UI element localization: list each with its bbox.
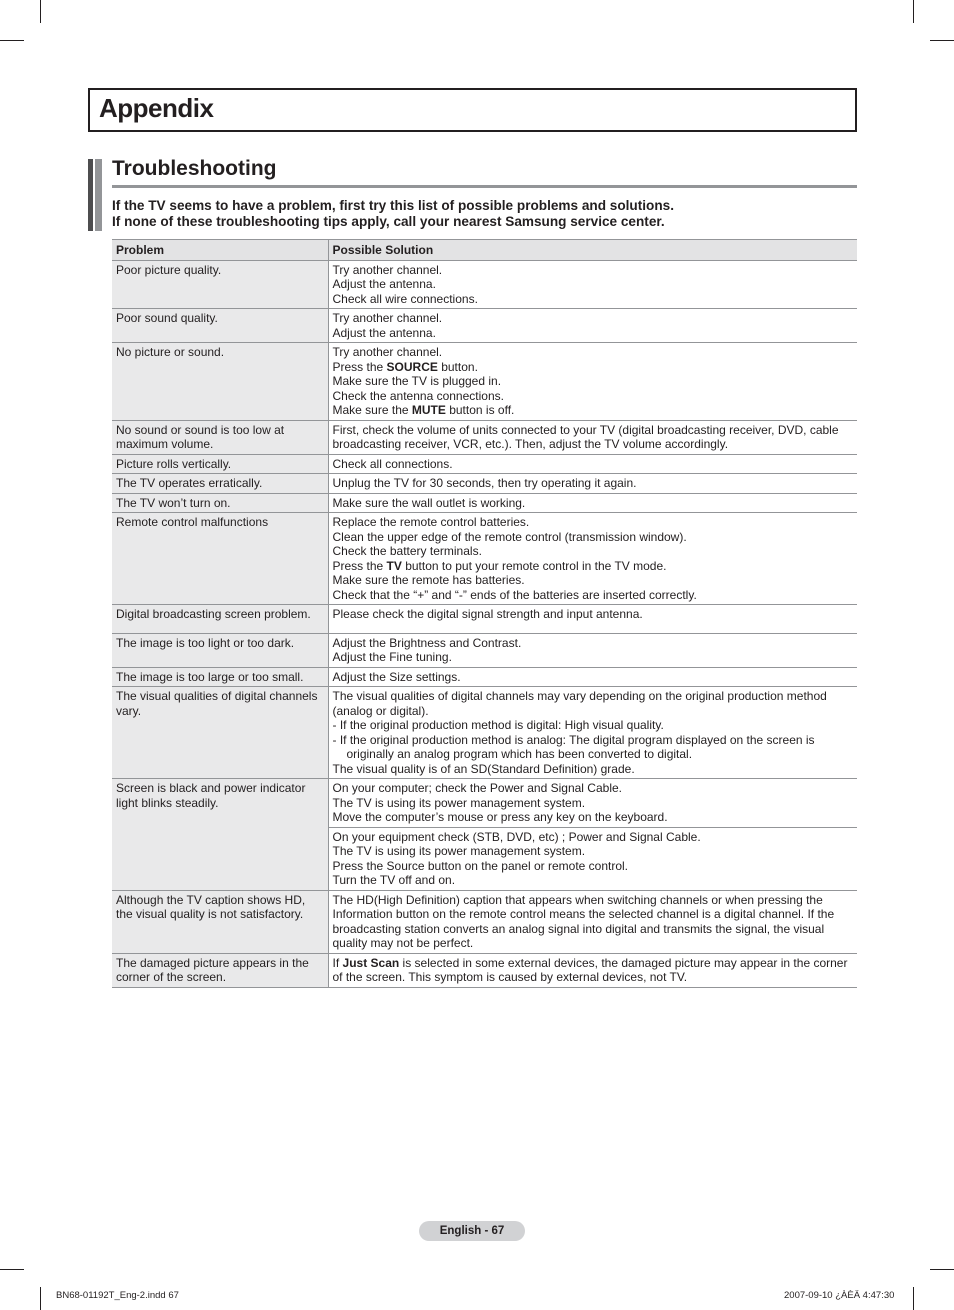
solution-text: button to put your remote control in the TV mode.: [401, 558, 667, 573]
table-row: [112, 687, 857, 779]
solution-text: button.: [437, 359, 478, 374]
table-row: [112, 953, 857, 987]
solution-cell: [328, 309, 857, 343]
table-header-row: [112, 240, 857, 261]
solution-line: [333, 956, 854, 985]
solution-line: Try another channel.: [332, 262, 443, 277]
section-divider: [112, 185, 857, 188]
problem-cell: Although the TV caption shows HD, the visual quality is not satisfactory.: [112, 890, 328, 953]
table-row: [112, 474, 857, 494]
solution-line: - If the original production method is analog: The digital program displayed on the screen is originally an analog program which has been converted to digital.: [332, 732, 815, 761]
crop-mark: [0, 40, 24, 41]
table-row: [112, 890, 857, 953]
crop-mark: [913, 1287, 914, 1310]
page-number: English - 67: [419, 1221, 525, 1241]
solution-line: Replace the remote control batteries.: [332, 515, 530, 529]
solution-cell: [328, 420, 857, 454]
solution-cell: [328, 474, 857, 494]
solution-cell: [328, 513, 857, 605]
solution-cell: [328, 260, 857, 309]
table-row: [112, 309, 857, 343]
solution-line: [333, 559, 854, 574]
emphasis-text: TV: [386, 558, 402, 573]
solution-line: Check all wire connections.: [332, 291, 478, 306]
solution-line: Check the battery terminals.: [332, 544, 482, 558]
solution-line: Adjust the Fine tuning.: [332, 650, 452, 664]
crop-mark: [40, 1287, 41, 1310]
solution-line: On your equipment check (STB, DVD, etc) ; Power and Signal Cable.: [332, 829, 701, 844]
solution-cell: [328, 493, 857, 513]
table-row: [112, 779, 857, 828]
section-title: Troubleshooting: [112, 157, 277, 180]
intro-line: If none of these troubleshooting tips apply, call your nearest Samsung service center.: [112, 214, 665, 229]
problem-cell: No picture or sound.: [112, 343, 328, 421]
page-title: Appendix: [99, 93, 214, 123]
solution-line: Check all connections.: [332, 456, 453, 471]
emphasis-text: SOURCE: [386, 359, 438, 374]
footer-timestamp: 2007-09-10 ¿ÀÈÄ 4:47:30: [784, 1290, 895, 1301]
emphasis-text: Just Scan: [342, 955, 400, 970]
solution-line: The TV is using its power management system.: [332, 844, 586, 858]
problem-cell: Poor picture quality.: [112, 260, 328, 309]
solution-line: Check that the “+” and “-” ends of the batteries are inserted correctly.: [332, 587, 697, 602]
solution-line: The visual qualities of digital channels may vary depending on the original production method (analog or digital).: [332, 689, 827, 718]
solution-cell: [328, 667, 857, 687]
table-row: [112, 260, 857, 309]
solution-text: Press the: [332, 359, 387, 374]
column-header-solution: Possible Solution: [328, 240, 857, 261]
crop-mark: [913, 0, 914, 23]
solution-line: Adjust the antenna.: [332, 325, 436, 340]
solution-cell: [328, 779, 857, 828]
problem-cell: No sound or sound is too low at maximum volume.: [112, 420, 328, 454]
solution-line: Adjust the Size settings.: [332, 669, 461, 684]
problem-cell: The image is too large or too small.: [112, 667, 328, 687]
solution-line: The HD(High Definition) caption that appears when switching channels or when pressing the Information button on the remote control means the selected channel is a digital channel. If the broadcasting station converts an analog signal into digital and transmits the signal, the visual quality may not be perfect.: [332, 892, 835, 950]
table-row: [112, 513, 857, 605]
table-row: [112, 454, 857, 474]
solution-text: Make sure the: [332, 403, 412, 417]
column-header-problem: Problem: [112, 240, 328, 261]
solution-text: Press the: [332, 558, 387, 573]
solution-line: Try another channel.: [332, 345, 443, 359]
section-marker: [95, 159, 102, 231]
solution-line: [333, 360, 854, 375]
solution-line: On your computer; check the Power and Signal Cable.: [332, 781, 622, 795]
problem-cell: Poor sound quality.: [112, 309, 328, 343]
emphasis-text: MUTE: [411, 403, 446, 417]
table-row: [112, 605, 857, 634]
intro-text: [112, 198, 857, 230]
solution-line: [333, 403, 854, 418]
appendix-header: [88, 88, 857, 132]
solution-cell: [328, 343, 857, 421]
troubleshooting-table: [112, 239, 857, 988]
problem-cell: The TV won’t turn on.: [112, 493, 328, 513]
solution-text: button is off.: [445, 403, 515, 417]
section-marker: [88, 159, 93, 231]
solution-line: Please check the digital signal strength and input antenna.: [332, 607, 643, 621]
table-row: [112, 667, 857, 687]
problem-cell: Digital broadcasting screen problem.: [112, 605, 328, 634]
solution-line: Check the antenna connections.: [332, 388, 504, 403]
solution-line: Clean the upper edge of the remote control (transmission window).: [332, 529, 687, 544]
solution-line: Adjust the antenna.: [332, 277, 436, 291]
solution-line: Turn the TV off and on.: [332, 873, 456, 887]
crop-mark: [930, 1269, 954, 1270]
solution-line: The visual quality is of an SD(Standard Definition) grade.: [332, 761, 635, 776]
solution-text: is selected in some external devices, the damaged picture may appear in the corner of the screen. This symptom is caused by external devices, not TV.: [332, 955, 848, 984]
solution-line: First, check the volume of units connected to your TV (digital broadcasting receiver, DVD, cable broadcasting receiver, VCR, etc.). Then, adjust the TV volume accordingly.: [332, 422, 839, 451]
solution-line: Press the Source button on the panel or remote control.: [332, 858, 629, 873]
solution-cell: [328, 890, 857, 953]
solution-cell: [328, 687, 857, 779]
solution-line: The TV is using its power management system.: [332, 795, 586, 810]
problem-cell: The damaged picture appears in the corner of the screen.: [112, 953, 328, 987]
solution-line: - If the original production method is digital: High visual quality.: [332, 718, 664, 732]
solution-line: Adjust the Brightness and Contrast.: [332, 635, 522, 650]
table-row: [112, 343, 857, 421]
table-row: [112, 633, 857, 667]
problem-cell: Picture rolls vertically.: [112, 454, 328, 474]
crop-mark: [930, 40, 954, 41]
solution-line: Make sure the TV is plugged in.: [332, 374, 502, 388]
problem-cell: Remote control malfunctions: [112, 513, 328, 605]
crop-mark: [40, 0, 41, 23]
problem-cell: The image is too light or too dark.: [112, 633, 328, 667]
solution-cell: [328, 605, 857, 634]
footer-file-name: BN68-01192T_Eng-2.indd 67: [56, 1290, 179, 1301]
solution-cell: [328, 454, 857, 474]
solution-cell: [328, 633, 857, 667]
table-body: [112, 260, 857, 987]
solution-line: Unplug the TV for 30 seconds, then try operating it again.: [332, 476, 637, 490]
solution-text: If: [332, 955, 343, 970]
solution-cell: [328, 827, 857, 890]
problem-cell: The visual qualities of digital channels vary.: [112, 687, 328, 779]
solution-line: Try another channel.: [332, 311, 443, 325]
table-row: [112, 493, 857, 513]
solution-line: Make sure the wall outlet is working.: [332, 495, 526, 510]
table-row: [112, 420, 857, 454]
crop-mark: [0, 1269, 24, 1270]
problem-cell: Screen is black and power indicator light blinks steadily.: [112, 779, 328, 891]
problem-cell: The TV operates erratically.: [112, 474, 328, 494]
solution-line: Move the computer’s mouse or press any key on the keyboard.: [332, 810, 668, 824]
solution-cell: [328, 953, 857, 987]
intro-line: If the TV seems to have a problem, first try this list of possible problems and solutions.: [112, 198, 674, 213]
solution-line: Make sure the remote has batteries.: [332, 573, 525, 587]
